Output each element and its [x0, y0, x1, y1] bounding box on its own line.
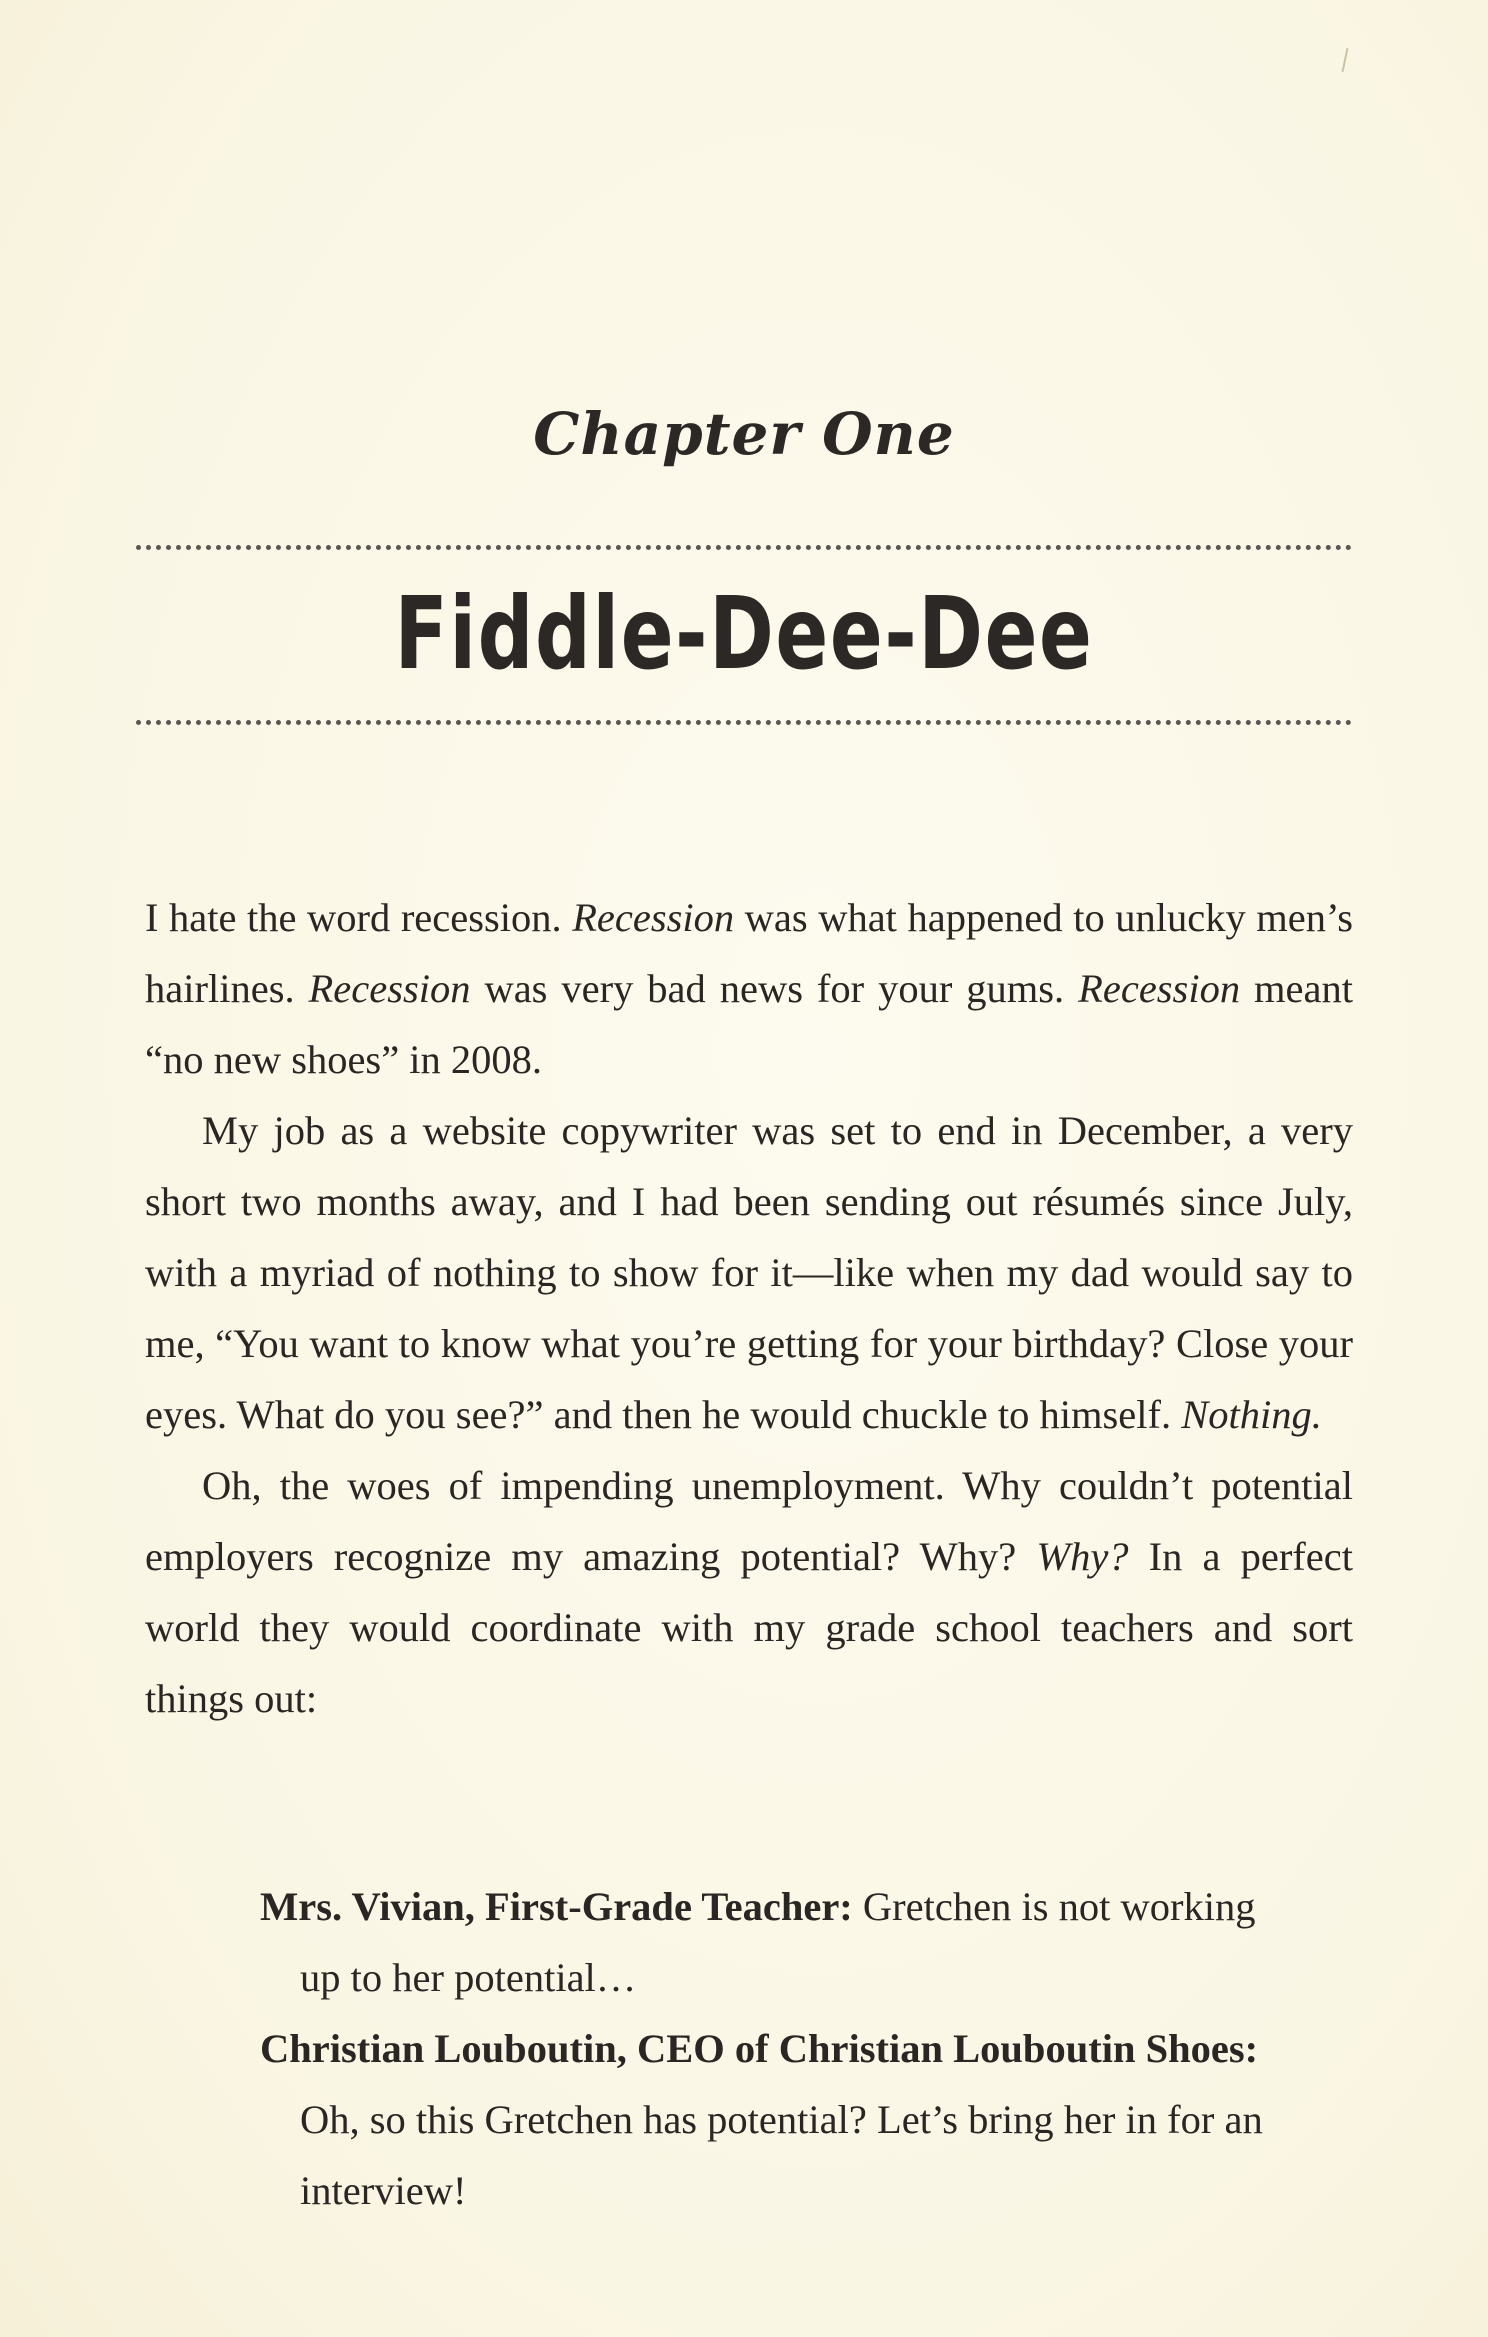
paragraph-run: In a perfect world they would coordinate with my grade school teachers and sort things out:	[145, 1534, 1354, 1721]
body-text	[145, 882, 1353, 1734]
paragraph-1	[145, 882, 1353, 1095]
paragraph-run: meant “no new shoes” in 2008.	[145, 966, 1353, 1082]
paragraph-run-italic: Why?	[1036, 1534, 1129, 1579]
paragraph-run-italic: Recession	[308, 966, 471, 1011]
paragraph-run-italic: Recession	[572, 895, 735, 940]
paragraph-run: was what happened to unlucky men’s hairlines.	[145, 895, 1354, 1011]
paragraph-run: My job as a website copywriter was set to end in December, a very short two months away, and I had been sending out résumés since July, with a myriad of nothing to show for it—like when my dad would say to me, “You want to know what you’re getting for your birthday? Close your eyes. What do you see?” and then he would chuckle to himself.	[145, 1108, 1353, 1437]
dialogue-entry	[260, 2013, 1294, 2226]
dialogue-speaker: Christian Louboutin, CEO of Christian Louboutin Shoes:	[260, 2026, 1259, 2071]
dialogue-speaker: Mrs. Vivian, First-Grade Teacher:	[260, 1884, 853, 1929]
dialogue-line: Oh, so this Gretchen has potential? Let’s bring her in for an interview!	[300, 2097, 1263, 2213]
dialogue-block	[260, 1871, 1294, 2226]
paragraph-run: was very bad news for your gums.	[470, 966, 1079, 1011]
dialogue-entry	[260, 1871, 1294, 2013]
dotted-rule-top	[136, 545, 1352, 550]
paragraph-run-italic: Recession	[1078, 966, 1241, 1011]
dialogue-line: Gretchen is not working up to her potential…	[300, 1884, 1256, 2000]
paragraph-2	[145, 1095, 1353, 1450]
paragraph-run: Oh, the woes of impending unemployment. Why couldn’t potential employers recognize my amazing potential? Why?	[145, 1463, 1353, 1579]
paragraph-run-italic: Nothing.	[1181, 1392, 1322, 1437]
scan-speck	[1342, 48, 1349, 72]
chapter-label: Chapter One	[533, 400, 955, 468]
paragraph-run: I hate the word recession.	[145, 895, 573, 940]
paragraph-3	[145, 1450, 1353, 1734]
chapter-title: Fiddle-Dee-Dee	[394, 575, 1094, 692]
dotted-rule-bottom	[136, 720, 1352, 725]
